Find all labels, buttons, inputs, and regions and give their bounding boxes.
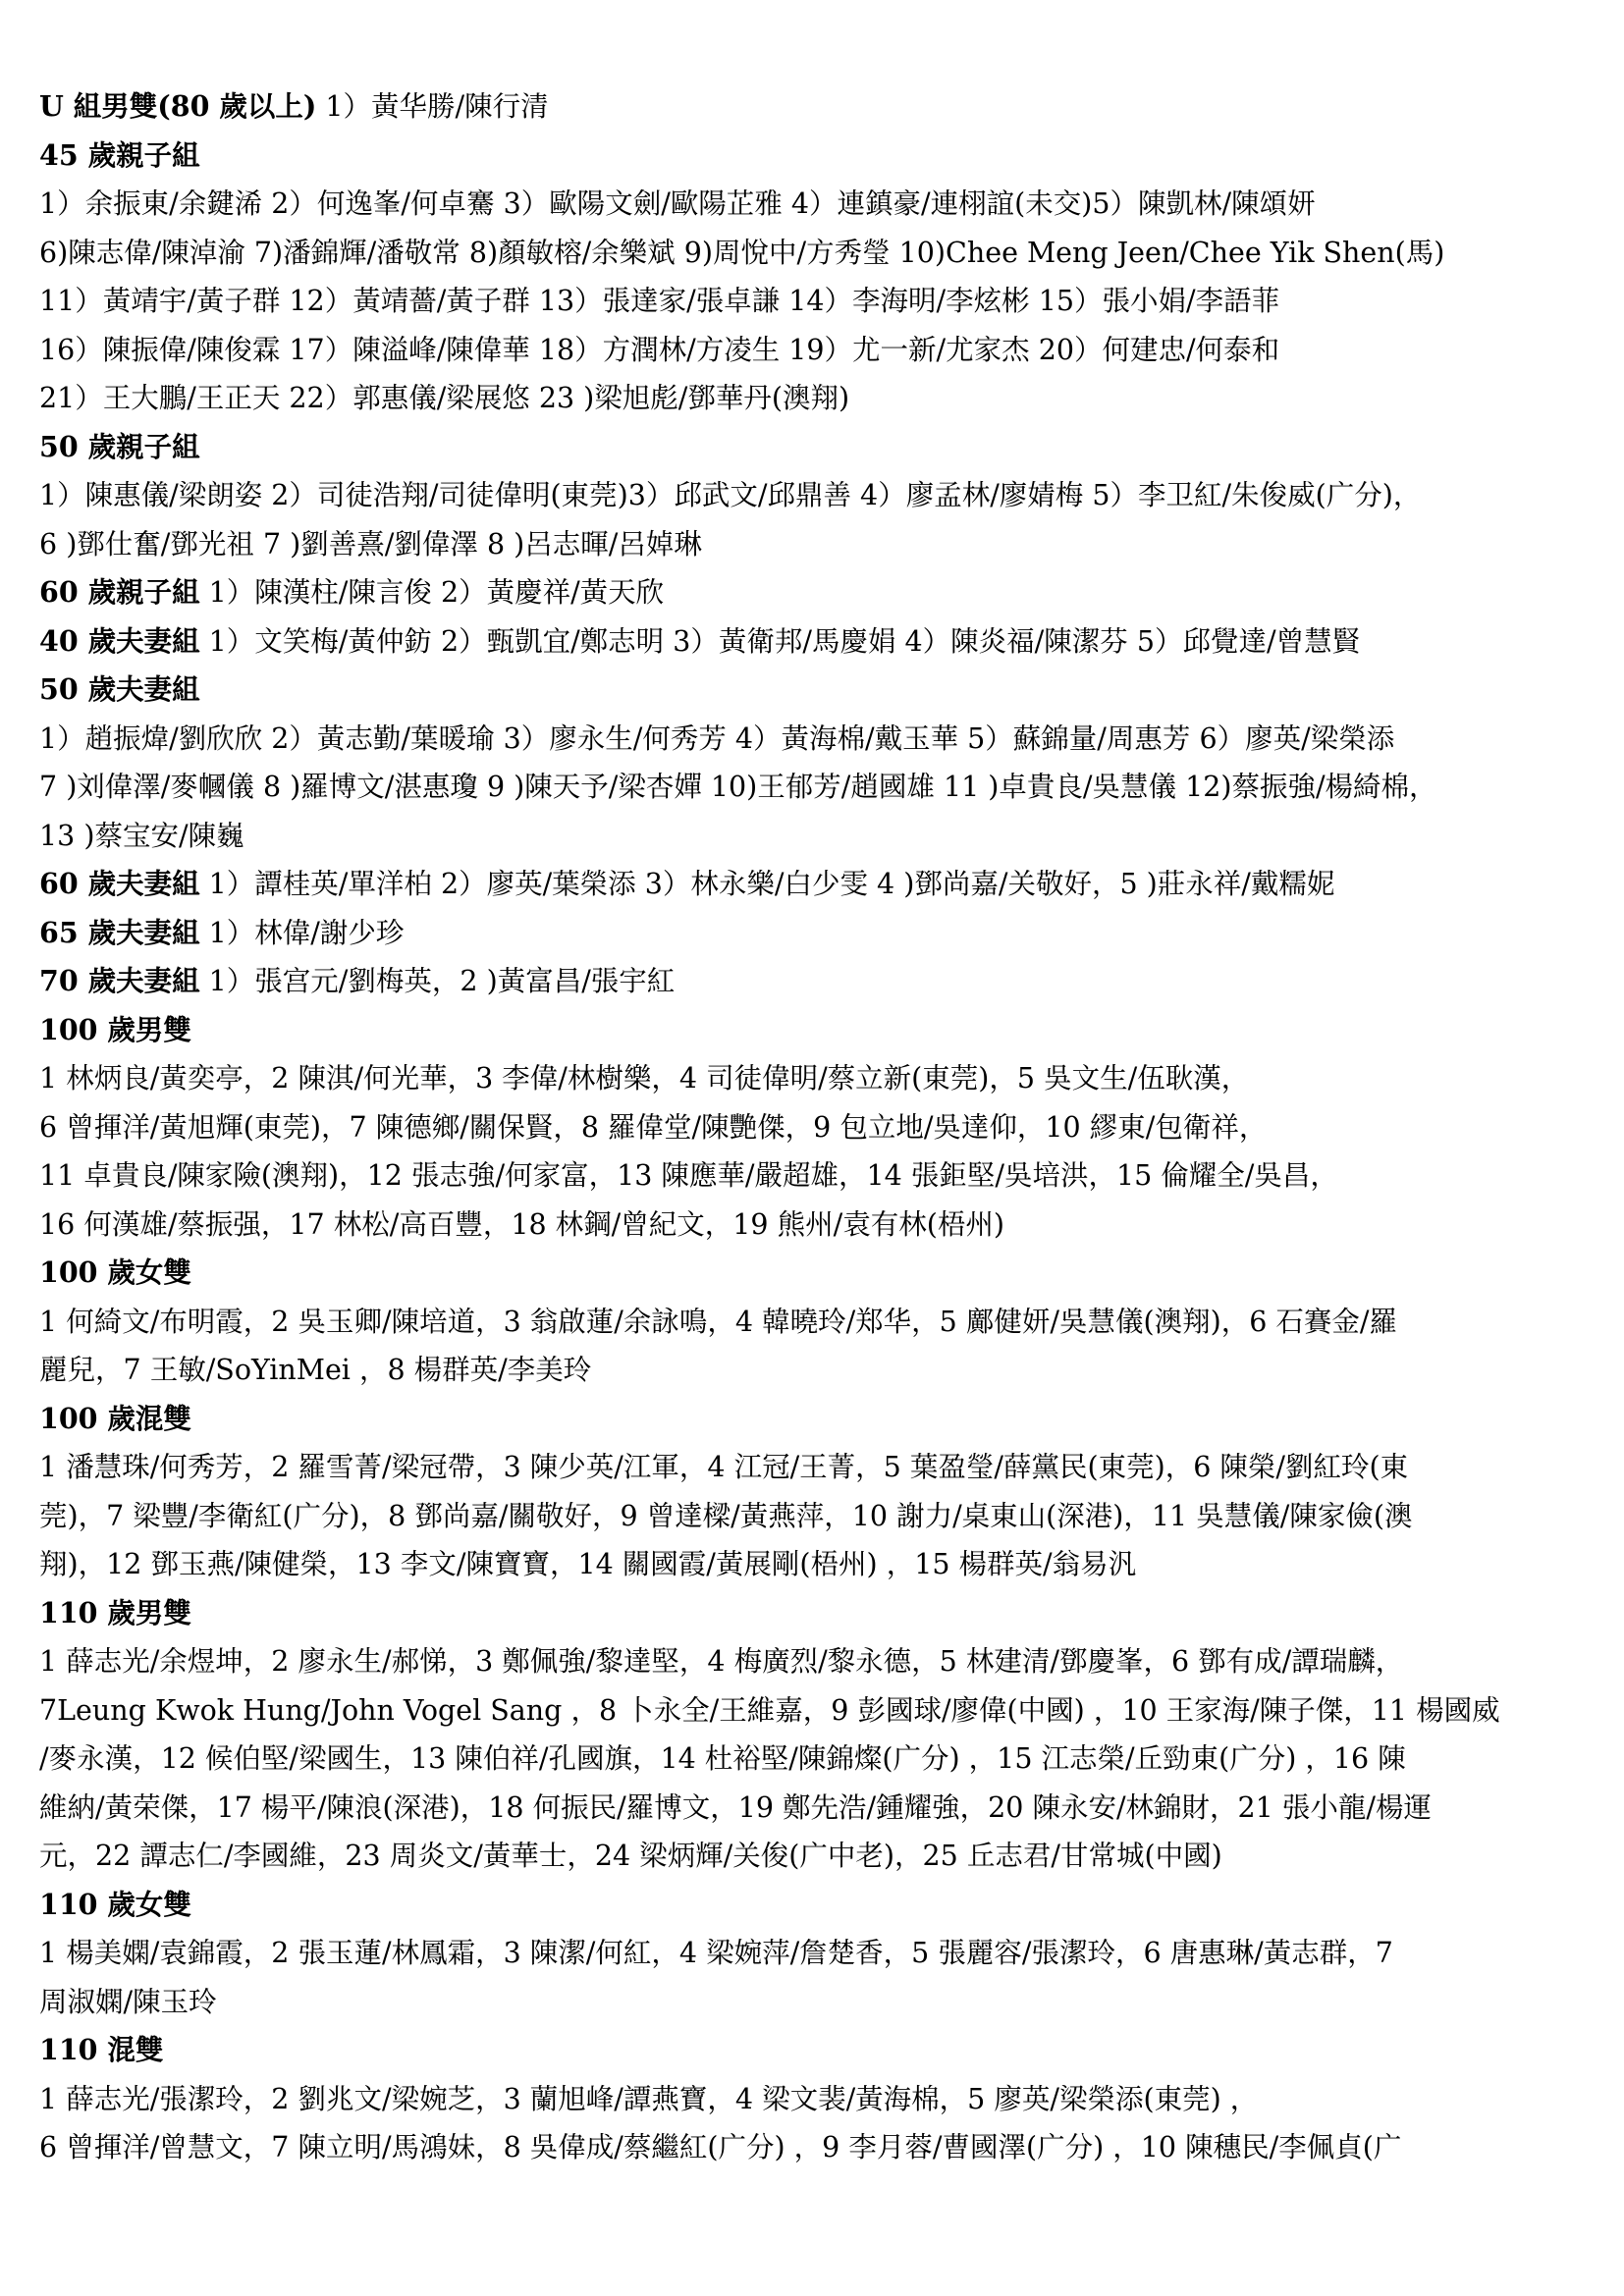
- entry-text: 21）王大鵬/王正天 22）郭惠儀/梁展悠 23 )梁旭彪/鄧華丹(澳翔): [39, 382, 850, 414]
- entry-text: 1 潘慧珠/何秀芳，2 羅雪菁/梁冠帶，3 陳少英/江軍，4 江冠/王菁，5 葉盈瑩/薛黨民(東莞)，6 陳榮/劉紅玲(東: [39, 1451, 1409, 1483]
- entry-line: [39, 1540, 1600, 1589]
- entry-line: [39, 1346, 1600, 1395]
- section-heading: 65 歲夫妻組: [39, 915, 200, 949]
- entry-line: [39, 1201, 1600, 1250]
- entry-line: [39, 1686, 1600, 1735]
- entry-text: 1）譚桂英/單洋柏 2）廖英/葉榮添 3）林永樂/白少雯 4 )鄧尚嘉/关敬好，5 )莊永祥/戴糯妮: [199, 868, 1335, 900]
- entry-text: 7Leung Kwok Hung/John Vogel Sang ，8 卜永全/王維嘉，9 彭國球/廖偉(中國) ，10 王家海/陳子傑，11 楊國威: [39, 1693, 1500, 1727]
- section-heading: 110 歲男雙: [39, 1595, 191, 1629]
- section-heading-line: [39, 860, 1600, 909]
- entry-line: [39, 1151, 1600, 1201]
- entry-line: [39, 1735, 1600, 1784]
- entry-line: [39, 1978, 1600, 2027]
- section-heading-line: [39, 1395, 1600, 1444]
- entry-line: [39, 1054, 1600, 1103]
- entry-line: [39, 1103, 1600, 1152]
- section-heading-line: [39, 1881, 1600, 1930]
- section-heading-line: [39, 1006, 1600, 1055]
- entry-line: [39, 277, 1600, 326]
- entry-text: 11）黃靖宇/黃子群 12）黃靖薔/黃子群 13）張達家/張卓謙 14）李海明/李炫彬 15）張小娟/李語菲: [39, 285, 1280, 317]
- entry-text: 維納/黃荣傑，17 楊平/陳浪(深港)，18 何振民/羅博文，19 鄭先浩/鍾耀強，20 陳永安/林錦財，21 張小龍/楊運: [39, 1790, 1432, 1824]
- entry-text: /麥永漢，12 候伯堅/梁國生，13 陳伯祥/孔國旗，14 杜裕堅/陳錦燦(广分) ，15 江志榮/丘勁東(广分) ，16 陳: [39, 1742, 1406, 1775]
- section-heading: 50 歲夫妻組: [39, 672, 200, 706]
- entry-text: 1 楊美嫻/袁錦霞，2 張玉蓮/林鳳霜，3 陳潔/何紅，4 梁婉萍/詹楚香，5 張麗容/張潔玲，6 唐惠琳/黃志群，7: [39, 1937, 1393, 1969]
- section-heading: 100 歲男雙: [39, 1012, 191, 1046]
- section-heading: 40 歲夫妻組: [39, 623, 200, 658]
- section-heading: 110 歲女雙: [39, 1887, 191, 1921]
- section-heading-line: [39, 617, 1600, 667]
- entry-text: 1 林炳良/黃奕亭，2 陳淇/何光華，3 李偉/林樹樂，4 司徒偉明/蔡立新(東莞)，5 吳文生/伍耿漢，: [39, 1062, 1250, 1095]
- entry-line: [39, 1784, 1600, 1833]
- entry-line: [39, 520, 1600, 569]
- section-heading: 45 歲親子組: [39, 137, 200, 172]
- section-heading-line: [39, 909, 1600, 958]
- section-heading-line: [39, 1249, 1600, 1298]
- entry-text: 1）陳漢柱/陳言俊 2）黃慶祥/黃天欣: [199, 576, 665, 609]
- section-heading-line: [39, 666, 1600, 715]
- section-heading-line: [39, 132, 1600, 181]
- entry-line: [39, 1298, 1600, 1347]
- entry-text: 1 何綺文/布明霞，2 吳玉卿/陳培道，3 翁啟蓮/余詠鳴，4 韓曉玲/郑华，5 鄺健妍/吳慧儀(澳翔)，6 石賽金/羅: [39, 1305, 1398, 1338]
- section-heading-line: [39, 2026, 1600, 2075]
- section-heading: 100 歲混雙: [39, 1401, 191, 1435]
- section-heading-line: [39, 423, 1600, 472]
- section-heading: 60 歲親子組: [39, 575, 200, 609]
- entry-line: [39, 1929, 1600, 1978]
- entry-text: 1）林偉/謝少珍: [199, 916, 405, 949]
- section-heading: 100 歲女雙: [39, 1255, 191, 1289]
- entry-text: 7 )刘偉澤/麥幗儀 8 )羅博文/湛惠瓊 9 )陳天予/梁杏嬋 10)王郁芳/趙國雄 11 )卓貴良/吳慧儀 12)蔡振強/楊綺棉，: [39, 771, 1437, 803]
- entry-text: 1 薛志光/余煜坤，2 廖永生/郝悌，3 鄭佩強/黎達堅，4 梅廣烈/黎永德，5 林建清/鄧慶峯，6 鄧有成/譚瑞麟，: [39, 1645, 1404, 1678]
- entry-text: 翔)，12 鄧玉燕/陳健榮，13 李文/陳寶寶，14 關國霞/黃展剛(梧州) ，15 楊群英/翁易汎: [39, 1548, 1137, 1580]
- entry-line: [39, 1637, 1600, 1686]
- entry-line: [39, 1832, 1600, 1881]
- entry-text: 6 )鄧仕奮/鄧光祖 7 )劉善熹/劉偉澤 8 )呂志暉/呂婥琳: [39, 527, 702, 561]
- entry-text: 周淑嫻/陳玉玲: [39, 1985, 217, 2018]
- entry-text: 6 曾揮洋/曾慧文，7 陳立明/馬鴻妹，8 吳偉成/蔡繼紅(广分) ，9 李月蓉/曹國澤(广分) ，10 陳穗民/李佩貞(广: [39, 2131, 1402, 2163]
- entry-text: 麗兒，7 王敏/SoYinMei ，8 楊群英/李美玲: [39, 1354, 592, 1386]
- entry-line: [39, 326, 1600, 375]
- entry-line: [39, 715, 1600, 764]
- entry-text: 6)陳志偉/陳淖渝 7)潘錦輝/潘敬常 8)顏敏榕/余樂斌 9)周悅中/方秀瑩 10)Chee Meng Jeen/Chee Yik Shen(馬): [39, 236, 1445, 269]
- entry-text: 16）陳振偉/陳俊霖 17）陳溢峰/陳偉華 18）方潤林/方凌生 19）尤一新/尤家杰 20）何建忠/何泰和: [39, 333, 1280, 366]
- document-body: [39, 82, 1600, 2172]
- entry-line: [39, 2075, 1600, 2124]
- section-heading-line: [39, 957, 1600, 1006]
- section-heading: 110 混雙: [39, 2033, 164, 2066]
- entry-line: [39, 471, 1600, 520]
- section-heading: 60 歲夫妻組: [39, 867, 200, 900]
- entry-line: [39, 2123, 1600, 2172]
- section-heading-line: [39, 82, 1600, 132]
- entry-text: 1）文笑梅/黃仲鈁 2）甄凱宜/鄭志明 3）黃衛邦/馬慶娟 4）陳炎福/陳潔芬 5）邱覺達/曾慧賢: [199, 624, 1361, 658]
- entry-text: 6 曾揮洋/黃旭輝(東莞)，7 陳德鄉/關保賢，8 羅偉堂/陳艷傑，9 包立地/吳達仰，10 繆東/包衛祥，: [39, 1110, 1268, 1144]
- entry-text: 1 薛志光/張潔玲，2 劉兆文/梁婉芝，3 蘭旭峰/譚燕寶，4 梁文裴/黃海棉，5 廖英/梁榮添(東莞) ，: [39, 2082, 1259, 2115]
- section-heading-line: [39, 568, 1600, 617]
- entry-line: [39, 229, 1600, 278]
- section-heading: U 組男雙(80 歲以上): [39, 89, 317, 123]
- entry-text: 16 何漢雄/蔡振强，17 林松/高百豐，18 林鋼/曾紀文，19 熊州/袁有林(梧州): [39, 1207, 1004, 1241]
- entry-text: 元，22 譚志仁/李國維，23 周炎文/黃華士，24 梁炳輝/关俊(广中老)，25 丘志君/甘常城(中國): [39, 1840, 1222, 1872]
- entry-text: 11 卓貴良/陳家險(澳翔)，12 張志強/何家富，13 陳應華/嚴超雄，14 張鉅堅/吳培洪，15 倫耀全/吳昌，: [39, 1159, 1338, 1192]
- entry-text: 1）黃华勝/陳行清: [316, 90, 549, 123]
- entry-line: [39, 1443, 1600, 1492]
- entry-text: 1）趙振煒/劉欣欣 2）黃志勤/葉暖瑜 3）廖永生/何秀芳 4）黃海棉/戴玉華 5）蘇錦量/周惠芳 6）廖英/梁榮添: [39, 721, 1395, 755]
- entry-text: 1）張宫元/劉梅英，2 )黃富昌/張宇紅: [199, 965, 676, 997]
- entry-line: [39, 180, 1600, 229]
- entry-text: 1）余振東/余鍵浠 2）何逸峯/何卓騫 3）歐陽文劍/歐陽芷雅 4）連鎮豪/連栩誼(未交)5）陳凱林/陳頌妍: [39, 187, 1316, 220]
- section-heading-line: [39, 1589, 1600, 1638]
- section-heading: 70 歲夫妻組: [39, 964, 200, 997]
- entry-text: 13 )蔡宝安/陳巍: [39, 819, 244, 852]
- entry-text: 1）陳惠儀/梁朗姿 2）司徒浩翔/司徒偉明(東莞)3）邱武文/邱鼎善 4）廖孟林/廖婧梅 5）李卫紅/朱俊威(广分)，: [39, 479, 1422, 511]
- section-heading: 50 歲親子組: [39, 429, 200, 463]
- entry-line: [39, 374, 1600, 423]
- entry-text: 莞)，7 梁豐/李衛紅(广分)，8 鄧尚嘉/關敬好，9 曾達樑/黃燕萍，10 謝力/桌東山(深港)，11 吳慧儀/陳家儉(澳: [39, 1499, 1413, 1532]
- entry-line: [39, 1492, 1600, 1541]
- entry-line: [39, 763, 1600, 812]
- entry-line: [39, 812, 1600, 861]
